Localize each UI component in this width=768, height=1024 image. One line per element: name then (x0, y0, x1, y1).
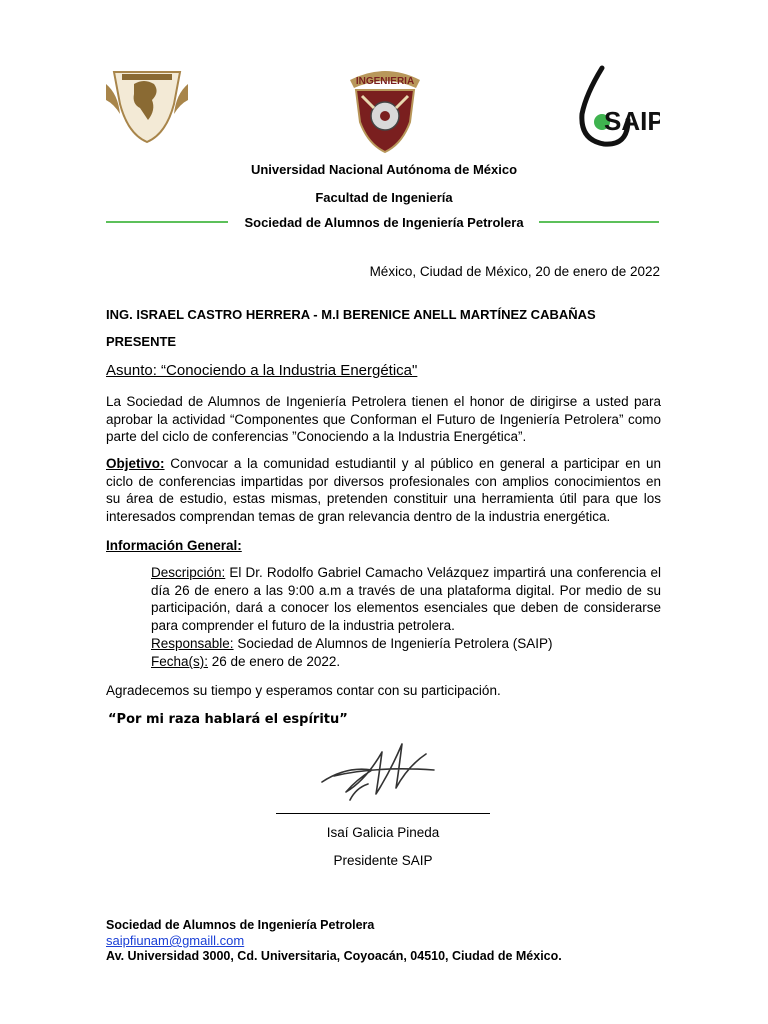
saip-logo (576, 64, 660, 150)
description-paragraph (151, 564, 661, 634)
society-name: Sociedad de Alumnos de Ingeniería Petrolera (244, 215, 524, 230)
signer-title: Presidente SAIP (333, 853, 433, 868)
objective-text: Convocar a la comunidad estudiantil y al público en general a participar en un ciclo de conferencias impartidas por diversos profesionales con amplios conocimientos en su área de estudio, estas mismas, pretenden constituir una herramienta útil para que los interesados comprendan temas de gran relevancia dentro de la industria energética. (106, 456, 661, 524)
objective-paragraph (106, 455, 661, 525)
event-date-line (151, 653, 340, 671)
responsible-line (151, 635, 553, 653)
ingenieria-logo-text: INGENIERIA (355, 76, 415, 87)
responsible-label: Responsable: (151, 636, 234, 651)
footer-email-link[interactable]: saipfiunam@gmaill.com (106, 933, 245, 948)
presente-label: PRESENTE (106, 334, 177, 349)
responsible-text: Sociedad de Alumnos de Ingeniería Petrolera (SAIP) (233, 636, 553, 651)
ingenieria-faculty-logo (344, 62, 426, 154)
event-date-label: Fecha(s): (151, 654, 209, 669)
general-info-heading: Información General: (106, 538, 242, 553)
university-name: Universidad Nacional Autónoma de México (250, 162, 518, 177)
saip-logo-text: SAIP (604, 106, 660, 136)
recipients: ING. ISRAEL CASTRO HERRERA - M.I BERENICE ANELL MARTÍNEZ CABAÑAS (106, 307, 596, 322)
date-line: México, Ciudad de México, 20 de enero de 2022 (369, 264, 660, 279)
description-text: El Dr. Rodolfo Gabriel Camacho Velázquez impartirá una conferencia el día 26 de enero a las 9:00 a.m a través de una plataforma digital. Por medio de su participación, dará a conocer los elementos esenciales que deben de considerarse para comprender el futuro de la industria petrolera. (151, 565, 661, 633)
unam-seal-logo (104, 64, 190, 146)
header-divider-right (539, 221, 659, 223)
signature-line (276, 813, 490, 814)
description-label: Descripción: (151, 565, 226, 580)
event-date-text: 26 de enero de 2022. (208, 654, 341, 669)
closing-line: Agradecemos su tiempo y esperamos contar con su participación. (106, 683, 501, 698)
objective-label: Objetivo: (106, 456, 165, 471)
handwritten-signature (316, 736, 440, 808)
subject-line: Asunto: “Conociendo a la Industria Energética" (106, 362, 418, 379)
signer-name: Isaí Galicia Pineda (326, 825, 440, 840)
footer-address: Av. Universidad 3000, Cd. Universitaria, Coyoacán, 04510, Ciudad de México. (106, 949, 562, 963)
footer-org: Sociedad de Alumnos de Ingeniería Petrolera (106, 918, 375, 932)
intro-paragraph: La Sociedad de Alumnos de Ingeniería Petrolera tienen el honor de dirigirse a usted para aprobar la actividad “Componentes que Conforman el Futuro de Ingeniería Petrolera” como parte del ciclo de conferencias ”Conociendo a la Industria Energética”. (106, 394, 661, 444)
motto: “Por mi raza hablará el espíritu” (108, 712, 348, 727)
faculty-name: Facultad de Ingeniería (315, 190, 453, 205)
